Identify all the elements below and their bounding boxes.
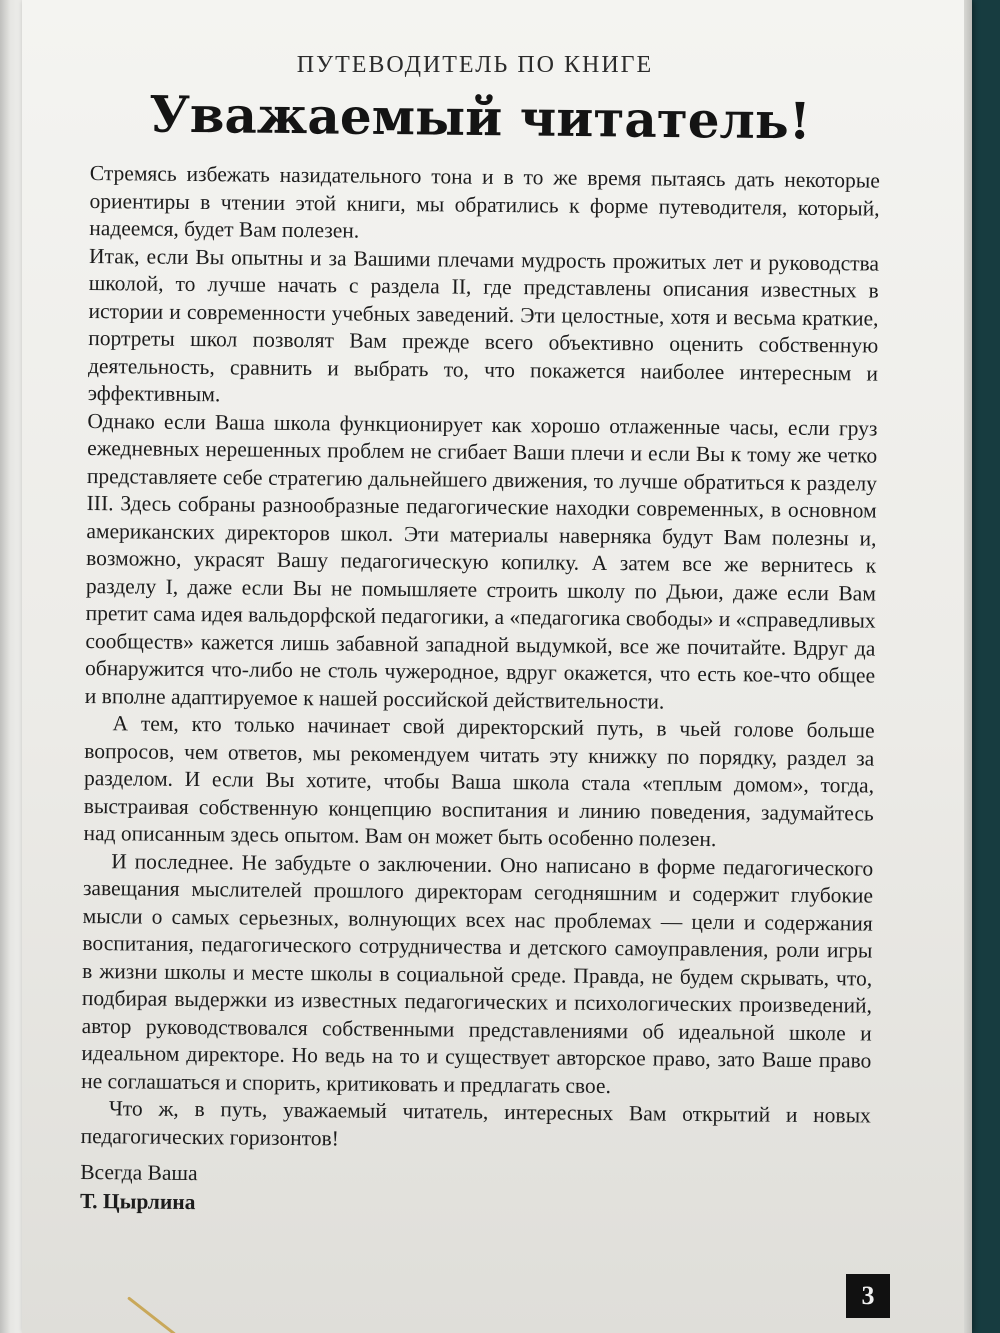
section-header: ПУТЕВОДИТЕЛЬ ПО КНИГЕ xyxy=(296,52,654,78)
page-number: 3 xyxy=(846,1274,890,1318)
signature-author: Т. Цырлина xyxy=(79,1188,196,1215)
paragraph: Стремясь избежать назидательного тона и в то же время пытаясь дать некоторые ориентиры в чтении этой книги, мы обратились к форме путеводителя, который, надеемся, будет Вам полезен. xyxy=(89,160,880,243)
paragraph: И последнее. Не забудьте о заключении. Оно написано в форме педагогического завещания мыслителей прошлого директорам сегодняшним и содержит глубокие мысли о самых серьезных, волнующих всех нас проблемах — цели и содержания воспитания, педагогического сотрудничества и детского самоуправления, роли игры в жизни школы и месте школы в социальной среде. Правда, не будем скрывать, что, подбирая выдержки из известных педагогических и психологических произведений, автор руководствовался собственными представлениями об идеальной школе и идеальном директоре. Но ведь на то и существует авторское право, зато Ваше право не соглашаться и спорить, критиковать и предлагать свое. xyxy=(81,848,874,1098)
page-title: Уважаемый читатель! xyxy=(148,84,812,151)
paragraph: Итак, если Вы опытны и за Вашими плечами мудрость прожитых лет и руководства школой, то лучше начать с раздела II, где представлены описания известных в истории и современности учебных заведений. Эти целостные, хотя и весьма краткие, портреты школ позволят Вам прежде всего объективно оценить собственную деятельность, сравнить и выбрать то, что покажется наиболее интересным и эффективным. xyxy=(87,243,880,407)
page-stack-edge xyxy=(964,0,972,1333)
paragraph: Однако если Ваша школа функционирует как хорошо отлаженные часы, если груз ежедневных нерешенных проблем не сгибает Ваши плечи и если Вы к тому же четко представляете себе стратегию дальнейшего движения, то лучше обратиться к разделу III. Здесь собраны разнообразные педагогические находки современных, в основном американских директоров школ. Эти материалы наверняка будут Вам полезны и, возможно, украсят Вашу педагогическую копилку. А затем все же вернитесь к разделу I, даже если Вы не помышляете строить школу по Дьюи, даже если Вам претит сама идея вальдорфской педагогики, а «педагогика свободы» и «справедливых сообществ» кажется лишь забавной западной выдумкой, все же почитайте. Вдруг да обнаружится что-либо не столь чужеродное, вдруг окажется, что есть кое-что общее и вполне адаптируемое к нашей российской действительности. xyxy=(84,408,878,714)
signature-closing: Всегда Ваша xyxy=(80,1159,198,1186)
paragraph: Что ж, в путь, уважаемый читатель, интересных Вам открытий и новых педагогических горизонтов! xyxy=(80,1096,871,1150)
signature-block xyxy=(80,1158,871,1224)
paragraph: А тем, кто только начинает свой директорский путь, в чьей голове больше вопросов, чем ответов, мы рекомендуем читать эту книжку по порядку, раздел за разделом. И если Вы хотите, чтобы Ваша школа стала «теплым домом», тогда, выстраивая собственную концепцию воспитания и линию поведения, задумайтесь над описанным здесь опытом. Вам он может быть особенно полезен. xyxy=(83,711,875,852)
body-text xyxy=(80,160,880,1224)
